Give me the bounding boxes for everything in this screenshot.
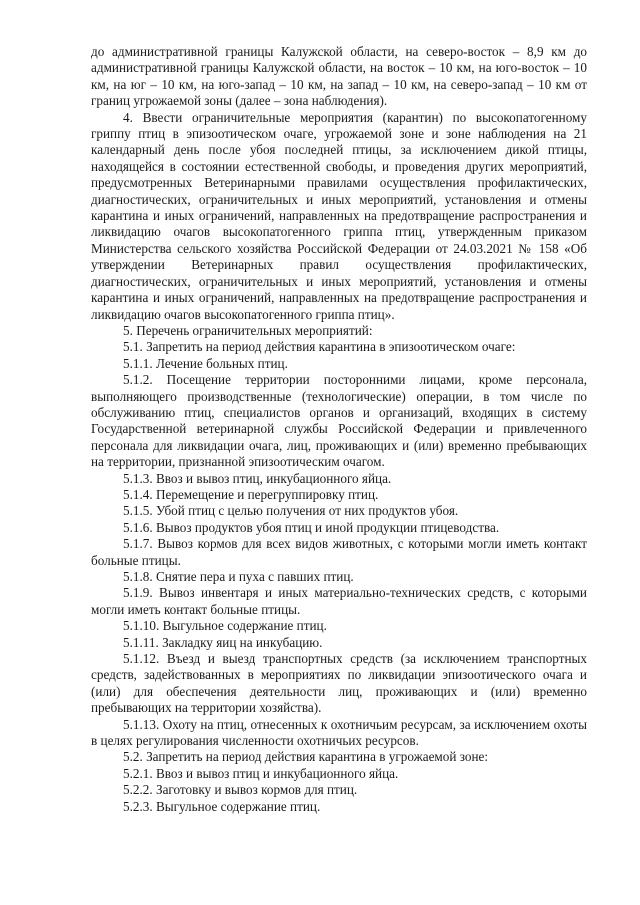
paragraph-item-5-1-10: 5.1.10. Выгульное содержание птиц. (123, 618, 327, 634)
paragraph-item-5-1: 5.1. Запретить на период действия карантина в эпизоотическом очаге: (123, 339, 516, 355)
paragraph-item-5-1-3: 5.1.3. Ввоз и вывоз птиц, инкубационного яйца. (123, 470, 392, 486)
paragraph-item-5-1-4: 5.1.4. Перемещение и перегруппировку птиц. (123, 486, 379, 502)
paragraph-item-5-1-1: 5.1.1. Лечение больных птиц. (123, 355, 288, 371)
paragraph-item-5: 5. Перечень ограничительных мероприятий: (123, 322, 373, 338)
paragraph-item-5-1-6: 5.1.6. Вывоз продуктов убоя птиц и иной продукции птицеводства. (123, 519, 500, 535)
paragraph-item-5-2-2: 5.2.2. Заготовку и вывоз кормов для птиц. (123, 782, 358, 798)
paragraph-item-5-1-13: 5.1.13. Охоту на птиц, отнесенных к охотничьим ресурсам, за исключением охоты в целях регулирования численности охотничьих ресурсов. (91, 716, 587, 749)
paragraph-item-5-1-7: 5.1.7. Вывоз кормов для всех видов животных, с которыми могли иметь контакт больные птицы. (91, 536, 587, 568)
paragraph-item-5-1-8: 5.1.8. Снятие пера и пуха с павших птиц. (123, 569, 354, 584)
paragraph-item-5-2-3: 5.2.3. Выгульное содержание птиц. (123, 798, 321, 814)
paragraph-item-5-2-1: 5.2.1. Ввоз и вывоз птиц и инкубационного яйца. (123, 765, 399, 781)
paragraph-item-5-1-11: 5.1.11. Закладку яиц на инкубацию. (123, 634, 323, 650)
document-page (91, 44, 587, 815)
paragraph-item-5-1-5: 5.1.5. Убой птиц с целью получения от них продуктов убоя. (123, 503, 459, 519)
paragraph-intro: до административной границы Калужской области, на северо-восток – 8,9 км до административной границы Калужской области, на восток – 10 км, на юго-восток – 10 км, на юг – 10 км, на юго-запад – 10 км, на запад – 10 км, на северо-запад – 10 км от границ угрожаемой зоны (далее – зона наблюдения). (91, 44, 587, 109)
paragraph-item-5-2: 5.2. Запретить на период действия карантина в угрожаемой зоне: (123, 749, 489, 765)
paragraph-item-5-1-2: 5.1.2. Посещение территории посторонними лицами, кроме персонала, выполняющего производственные (технологические) операции, в том числе по обслуживанию птиц, специалистов органов и организаций, входящих в систему Государственной ветеринарной службы Российской Федерации и привлеченного персонала для ликвидации очага, лиц, проживающих и (или) временно пребывающих на территории, признанной эпизоотическим очагом. (91, 372, 587, 470)
paragraph-item-5-1-12: 5.1.12. Въезд и выезд транспортных средств (за исключением транспортных средств, задействованных в мероприятиях по ликвидации эпизоотического очага и (или) для обеспечения деятельности лиц, проживающих и (или) временно пребывающих на территории хозяйства). (91, 651, 587, 716)
paragraph-item-4: 4. Ввести ограничительные мероприятия (карантин) по высокопатогенному гриппу птиц в эпизоотическом очаге, угрожаемой зоне и зоне наблюдения на 21 календарный день после убоя последней птицы, за исключением дикой птицы, находящейся в состоянии естественной свободы, и проведения других мероприятий, предусмотренных Ветеринарными правилами осуществления профилактических, диагностических, ограничительных и иных мероприятий, установления и отмены карантина и иных ограничений, направленных на предотвращение распространения и ликвидацию очагов высокопатогенного гриппа птиц, утвержденным приказом Министерства сельского хозяйства Российской Федерации от 24.03.2021 № 158 «Об утверждении Ветеринарных правил осуществления профилактических, диагностических, ограничительных и иных мероприятий, установления и отмены карантина и иных ограничений, направленных на предотвращение распространения и ликвидацию очагов высокопатогенного гриппа птиц». (91, 109, 587, 322)
paragraph-item-5-1-9: 5.1.9. Вывоз инвентаря и иных материально-технических средств, с которыми могли иметь контакт больные птицы. (91, 585, 587, 617)
